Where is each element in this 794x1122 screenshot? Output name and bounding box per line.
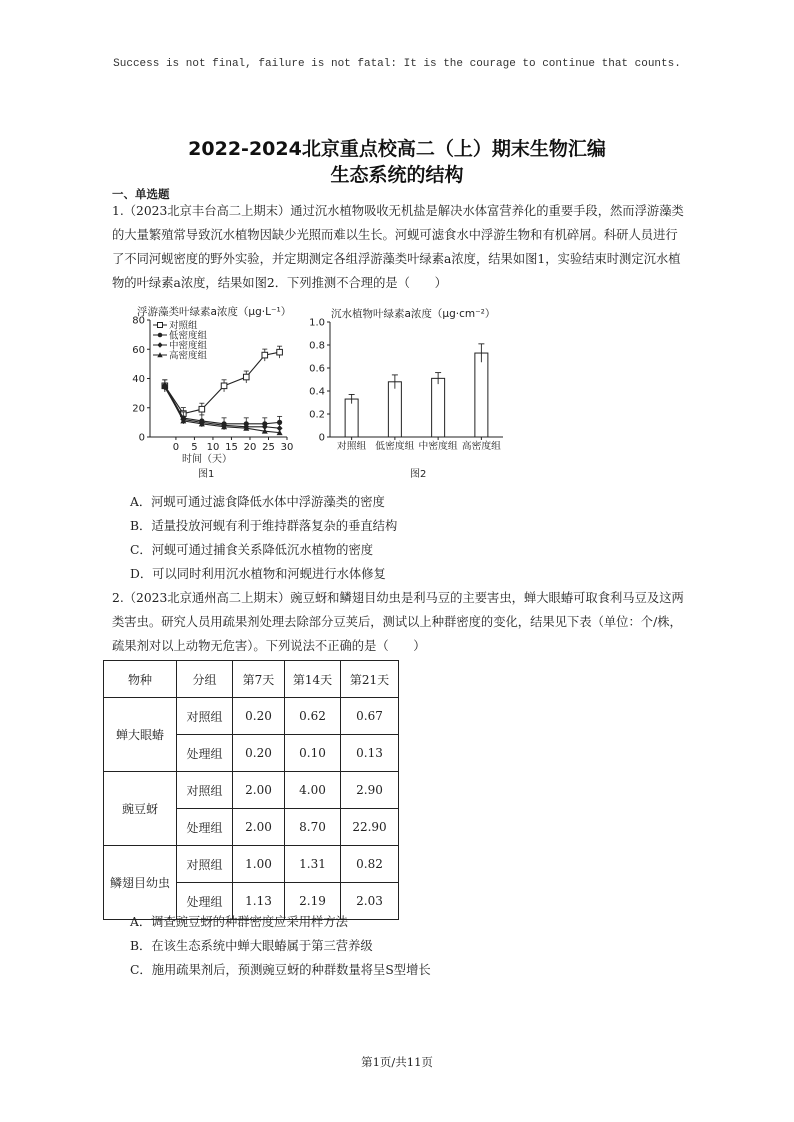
q2-line: 类害虫。研究人员用疏果剂处理去除部分豆荚后，测试以上种群密度的变化，结果见下表（单位：个/株， bbox=[112, 615, 682, 629]
table-cell: 0.82 bbox=[341, 846, 399, 883]
fig1-x-tick-label: 0 bbox=[172, 442, 180, 453]
fig2-category-label: 低密度组 bbox=[375, 441, 415, 452]
table-cell: 8.70 bbox=[285, 809, 341, 846]
fig1-caption: 图1 bbox=[198, 469, 215, 480]
fig1-x-tick-label: 30 bbox=[280, 442, 294, 453]
table-cell: 对照组 bbox=[177, 772, 233, 809]
table-species-cell: 蝉大眼蝽 bbox=[104, 698, 177, 772]
table-cell: 2.19 bbox=[285, 883, 341, 920]
table-row bbox=[104, 698, 399, 735]
q1-option-d[interactable]: D．可以同时利用沉水植物和河蚬进行水体修复 bbox=[130, 567, 386, 581]
table-header-cell: 第14天 bbox=[285, 661, 341, 698]
doc-title: 2022-2024北京重点校高二（上）期末生物汇编 bbox=[188, 138, 606, 160]
fig2-category-label: 高密度组 bbox=[461, 441, 501, 452]
table-header-cell: 分组 bbox=[177, 661, 233, 698]
fig1-data-point bbox=[262, 352, 268, 358]
table-row bbox=[104, 772, 399, 809]
fig1-y-tick-label: 60 bbox=[132, 344, 145, 356]
table-cell: 0.13 bbox=[341, 735, 399, 772]
table-header-row bbox=[104, 661, 399, 698]
doc-subtitle: 生态系统的结构 bbox=[330, 164, 464, 186]
table-cell: 处理组 bbox=[177, 735, 233, 772]
table-cell: 1.31 bbox=[285, 846, 341, 883]
table-cell: 0.20 bbox=[233, 698, 285, 735]
fig1-data-point bbox=[277, 349, 283, 355]
fig2-y-tick-label: 0.4 bbox=[309, 386, 325, 398]
figure-1-line-chart bbox=[112, 298, 297, 483]
fig2-bar bbox=[432, 378, 445, 437]
q2-option-b[interactable]: B．在该生态系统中蝉大眼蝽属于第三营养级 bbox=[130, 939, 373, 953]
table-cell: 1.13 bbox=[233, 883, 285, 920]
fig1-data-point bbox=[243, 374, 249, 380]
table-cell: 2.00 bbox=[233, 809, 285, 846]
header-motto: Success is not final, failure is not fatal: It is the courage to continue that counts. bbox=[113, 58, 681, 70]
table-cell: 处理组 bbox=[177, 883, 233, 920]
q1-option-a[interactable]: A．河蚬可通过滤食降低水体中浮游藻类的密度 bbox=[130, 495, 385, 509]
fig1-legend-label: 高密度组 bbox=[169, 350, 208, 362]
q1-line: 1.（2023北京丰台高二上期末）通过沉水植物吸收无机盐是解决水体富营养化的重要手段，然而浮游藻类 bbox=[112, 204, 684, 218]
table-header-cell: 物种 bbox=[104, 661, 177, 698]
fig1-y-tick-label: 20 bbox=[132, 403, 145, 415]
question-1-stem bbox=[112, 199, 690, 295]
fig2-y-tick-label: 0 bbox=[318, 432, 325, 444]
fig1-legend-marker bbox=[158, 323, 163, 328]
q2-option-c[interactable]: C．施用疏果剂后，预测豌豆蚜的种群数量将呈S型增长 bbox=[130, 963, 431, 977]
q1-line: 的大量繁殖常导致沉水植物因缺少光照而难以生长。河蚬可滤食水中浮游生物和有机碎屑。科研人员进行 bbox=[112, 228, 678, 242]
fig1-data-point bbox=[277, 420, 282, 425]
fig2-category-label: 对照组 bbox=[336, 441, 367, 452]
fig1-y-tick-label: 80 bbox=[132, 315, 145, 327]
table-cell: 对照组 bbox=[177, 846, 233, 883]
table-cell: 2.00 bbox=[233, 772, 285, 809]
fig2-bar bbox=[475, 353, 488, 437]
q2-option-a[interactable]: A．调查豌豆蚜的种群密度应采用样方法 bbox=[130, 915, 348, 929]
table-cell: 0.20 bbox=[233, 735, 285, 772]
table-cell: 0.62 bbox=[285, 698, 341, 735]
figure-2-bar-chart bbox=[300, 298, 515, 483]
table-cell: 4.00 bbox=[285, 772, 341, 809]
fig2-y-tick-label: 0.2 bbox=[309, 409, 325, 421]
page-number: 第1页/共11页 bbox=[361, 1055, 433, 1069]
fig2-bar bbox=[345, 399, 358, 437]
fig1-legend-label: 低密度组 bbox=[169, 330, 208, 342]
table-cell: 处理组 bbox=[177, 809, 233, 846]
table-species-cell: 鳞翅目幼虫 bbox=[104, 846, 177, 920]
fig2-bar bbox=[388, 382, 401, 437]
fig1-legend-marker bbox=[157, 342, 162, 347]
fig1-title: 浮游藻类叶绿素a浓度（μg·L⁻¹） bbox=[137, 306, 292, 318]
table-cell: 对照组 bbox=[177, 698, 233, 735]
section-heading: 一、单选题 bbox=[112, 187, 170, 201]
fig1-data-point bbox=[199, 406, 205, 412]
fig1-x-tick-label: 25 bbox=[262, 442, 275, 453]
fig1-x-tick-label: 5 bbox=[191, 442, 198, 453]
table-cell: 2.90 bbox=[341, 772, 399, 809]
fig1-x-tick-label: 15 bbox=[225, 442, 238, 453]
fig1-y-tick-label: 0 bbox=[138, 432, 145, 444]
table-cell: 0.10 bbox=[285, 735, 341, 772]
fig2-y-tick-label: 1.0 bbox=[309, 317, 325, 329]
fig1-legend-label: 对照组 bbox=[169, 320, 198, 332]
fig2-caption: 图2 bbox=[410, 469, 427, 480]
fig2-y-tick-label: 0.6 bbox=[309, 363, 325, 375]
q1-line: 了不同河蚬密度的野外实验，并定期测定各组浮游藻类叶绿素a浓度，结果如图1，实验结束时测定沉水植 bbox=[112, 252, 681, 266]
fig2-category-label: 中密度组 bbox=[418, 441, 458, 452]
fig2-y-tick-label: 0.8 bbox=[309, 340, 325, 352]
table-cell: 22.90 bbox=[341, 809, 399, 846]
question-2-stem bbox=[112, 586, 690, 658]
fig1-legend-label: 中密度组 bbox=[169, 340, 208, 352]
q1-option-b[interactable]: B．适量投放河蚬有利于维持群落复杂的垂直结构 bbox=[130, 519, 398, 533]
table-cell: 0.67 bbox=[341, 698, 399, 735]
q1-line: 物的叶绿素a浓度，结果如图2．下列推测不合理的是（ ） bbox=[112, 276, 447, 290]
species-density-table bbox=[103, 660, 399, 920]
table-header-cell: 第7天 bbox=[233, 661, 285, 698]
fig1-x-label: 时间（天） bbox=[182, 454, 232, 465]
q2-line: 疏果剂对以上动物无危害）。下列说法不正确的是（ ） bbox=[112, 639, 426, 653]
table-species-cell: 豌豆蚜 bbox=[104, 772, 177, 846]
table-row bbox=[104, 846, 399, 883]
q1-option-c[interactable]: C．河蚬可通过捕食关系降低沉水植物的密度 bbox=[130, 543, 374, 557]
fig2-title: 沉水植物叶绿素a浓度（μg·cm⁻²） bbox=[331, 308, 496, 320]
fig1-x-tick-label: 20 bbox=[243, 442, 257, 453]
fig1-legend-marker bbox=[158, 333, 163, 338]
table-header-cell: 第21天 bbox=[341, 661, 399, 698]
table-cell: 2.03 bbox=[341, 883, 399, 920]
q2-line: 2.（2023北京通州高二上期末）豌豆蚜和鳞翅目幼虫是利马豆的主要害虫，蝉大眼蝽可取食利马豆及这两 bbox=[112, 591, 684, 605]
fig1-x-tick-label: 10 bbox=[206, 442, 220, 453]
table-cell: 1.00 bbox=[233, 846, 285, 883]
fig1-y-tick-label: 40 bbox=[132, 374, 145, 385]
fig1-data-point bbox=[221, 383, 227, 389]
